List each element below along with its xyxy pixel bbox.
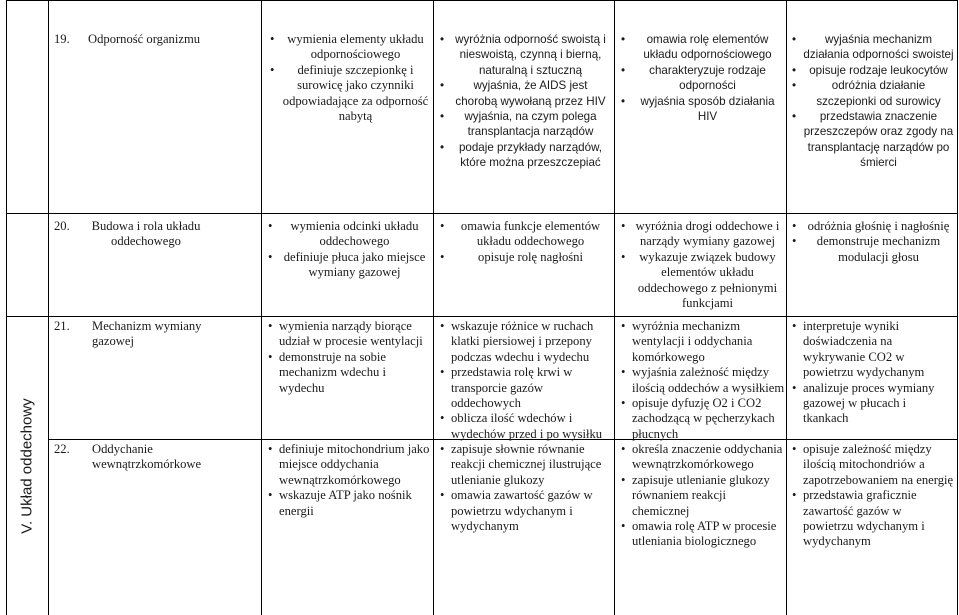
column-divider bbox=[433, 0, 434, 615]
list-item: • wyjaśnia, na czym polega transplantacja narządów bbox=[438, 109, 610, 140]
row-20-number: 20. bbox=[54, 219, 70, 233]
list-item: • zapisuje utlenianie glukozy równaniem reakcji chemicznej bbox=[619, 473, 785, 519]
row-19-number: 19. bbox=[54, 32, 70, 46]
column-divider bbox=[48, 0, 49, 615]
list-item: • przedstawia znaczenie przeszczepów oraz zgody na transplantację narządów po śmierci bbox=[790, 109, 954, 171]
row-19-col-4 bbox=[790, 32, 954, 171]
row-19-topic: Odporność organizmu bbox=[88, 32, 201, 46]
row-19-col-3 bbox=[619, 32, 783, 124]
row-20-col-3 bbox=[619, 219, 783, 311]
list-item: • podaje przykłady narządów, które można przeszczepiać bbox=[438, 140, 610, 171]
list-item: • charakteryzuje rodzaje odporności bbox=[619, 63, 783, 94]
list-item: • wyróżnia mechanizm wentylacji i oddychania komórkowego bbox=[619, 319, 785, 365]
list-item: • definiuje szczepionkę i surowicę jako czynniki odpowiadające za odporność nabytą bbox=[268, 63, 430, 125]
column-divider bbox=[786, 0, 787, 615]
list-item: • wyjaśnia, że AIDS jest chorobą wywołaną przez HIV bbox=[438, 78, 610, 109]
column-divider bbox=[614, 0, 615, 615]
list-item: • oblicza ilość wdechów i wydechów przed i po wysiłku bbox=[438, 411, 616, 442]
list-item: • demonstruje mechanizm modulacji głosu bbox=[790, 234, 954, 265]
row-divider bbox=[6, 0, 958, 1]
list-item: • zapisuje słownie równanie reakcji chemicznej ilustrujące utlenianie glukozy bbox=[438, 442, 612, 488]
row-22-topic: Oddychanie wewnątrzkomórkowe bbox=[92, 442, 202, 472]
row-22-col-4 bbox=[790, 442, 954, 550]
list-item: • wymienia narządy biorące udział w procesie wentylacji bbox=[266, 319, 432, 350]
row-divider bbox=[6, 213, 958, 214]
row-20-col-2 bbox=[438, 219, 610, 265]
section-label bbox=[6, 316, 48, 615]
list-item: • definiuje płuca jako miejsce wymiany gazowej bbox=[266, 250, 430, 281]
list-item: • analizuje proces wymiany gazowej w płucach i tkankach bbox=[790, 381, 954, 427]
column-divider bbox=[261, 0, 262, 615]
row-divider bbox=[6, 316, 958, 317]
list-item: • przedstawia rolę krwi w transporcie gazów oddechowych bbox=[438, 365, 616, 411]
list-item: • odróżnia działanie szczepionki od surowicy bbox=[790, 78, 954, 109]
row-22-col-3 bbox=[619, 442, 785, 550]
list-item: • demonstruje na sobie mechanizm wdechu i wydechu bbox=[266, 350, 432, 396]
row-22-col-2 bbox=[438, 442, 612, 534]
list-item: • omawia zawartość gazów w powietrzu wdychanym i wydychanym bbox=[438, 488, 612, 534]
list-item: • opisuje rolę nagłośni bbox=[438, 250, 610, 265]
list-item: • wykazuje związek budowy elementów układu oddechowego z pełnionymi funkcjami bbox=[619, 250, 783, 312]
table-border-right bbox=[957, 0, 958, 615]
row-20-col-4 bbox=[790, 219, 954, 265]
list-item: • interpretuje wyniki doświadczenia na wykrywanie CO2 w powietrzu wydychanym bbox=[790, 319, 954, 381]
list-item: • wyjaśnia mechanizm działania odporności swoistej bbox=[790, 32, 954, 63]
list-item: • wymienia odcinki układu oddechowego bbox=[266, 219, 430, 250]
list-item: • opisuje rodzaje leukocytów bbox=[790, 63, 954, 78]
list-item: • określa znaczenie oddychania wewnątrzkomórkowego bbox=[619, 442, 785, 473]
row-19-col-2 bbox=[438, 32, 610, 171]
list-item: • omawia rolę elementów układu odpornościowego bbox=[619, 32, 783, 63]
list-item: • wymienia elementy układu odpornościowego bbox=[268, 32, 430, 63]
list-item: • odróżnia głośnię i nagłośnię bbox=[790, 219, 954, 234]
list-item: • definiuje mitochondrium jako miejsce oddychania wewnątrzkomórkowego bbox=[266, 442, 432, 488]
row-21-topic: Mechanizm wymiany gazowej bbox=[92, 319, 202, 349]
list-item: • wyróżnia odporność swoistą i nieswoistą, czynną i bierną, naturalną i sztuczną bbox=[438, 32, 610, 78]
list-item: • opisuje dyfuzję O2 i CO2 zachodzącą w pęcherzykach płucnych bbox=[619, 396, 785, 442]
list-item: • wyjaśnia sposób działania HIV bbox=[619, 94, 783, 125]
list-item: • wyjaśnia zależność między ilością oddechów a wysiłkiem bbox=[619, 365, 785, 396]
row-20-topic: Budowa i rola układu oddechowego bbox=[91, 219, 201, 249]
list-item: • omawia funkcje elementów układu oddechowego bbox=[438, 219, 610, 250]
row-21-col-3 bbox=[619, 319, 785, 442]
list-item: • omawia rolę ATP w procesie utleniania biologicznego bbox=[619, 519, 785, 550]
list-item: • wskazuje różnice w ruchach klatki piersiowej i przepony podczas wdechu i wydechu bbox=[438, 319, 616, 365]
list-item: • przedstawia graficznie zawartość gazów w powietrzu wdychanym i wydychanym bbox=[790, 488, 954, 550]
row-20-col-1 bbox=[266, 219, 430, 281]
list-item: • wskazuje ATP jako nośnik energii bbox=[266, 488, 432, 519]
row-19-col-1 bbox=[268, 32, 430, 124]
list-item: • wyróżnia drogi oddechowe i narządy wymiany gazowej bbox=[619, 219, 783, 250]
list-item: • opisuje zależność między ilością mitochondriów a zapotrzebowaniem na energię bbox=[790, 442, 954, 488]
row-22-col-1 bbox=[266, 442, 432, 519]
row-21-col-2 bbox=[438, 319, 616, 442]
row-21-col-1 bbox=[266, 319, 432, 396]
row-22-number: 22. bbox=[54, 442, 70, 456]
row-21-number: 21. bbox=[54, 319, 70, 333]
row-21-col-4 bbox=[790, 319, 954, 427]
section-label-text: V. Układ oddechowy bbox=[18, 397, 36, 534]
